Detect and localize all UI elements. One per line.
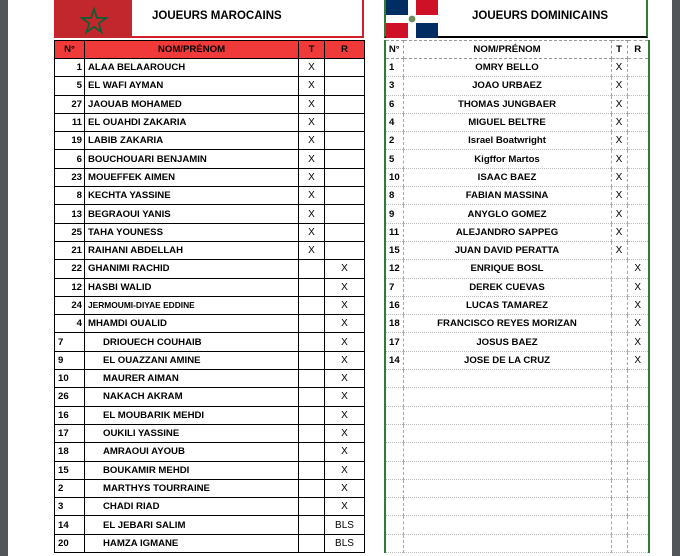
player-number: 11 — [385, 223, 403, 241]
header-t: T — [611, 41, 627, 59]
table-row — [55, 296, 365, 314]
reserve-mark: X — [325, 406, 365, 424]
moroccan-header — [54, 0, 364, 38]
reserve-mark — [627, 77, 649, 95]
header-num: N° — [385, 41, 403, 59]
reserve-mark — [325, 187, 365, 205]
starter-mark — [299, 260, 325, 278]
player-number: 20 — [55, 534, 85, 552]
table-row — [55, 534, 365, 552]
starter-mark — [299, 498, 325, 516]
player-name: JOSE DE LA CRUZ — [403, 351, 611, 369]
player-name: MOUEFFEK AIMEN — [85, 168, 299, 186]
player-number: 24 — [55, 296, 85, 314]
player-name: EL WAFI AYMAN — [85, 77, 299, 95]
reserve-mark: X — [325, 498, 365, 516]
reserve-mark: X — [325, 461, 365, 479]
reserve-mark — [627, 95, 649, 113]
table-row — [55, 516, 365, 534]
header-r: R — [325, 41, 365, 59]
table-row — [55, 315, 365, 333]
starter-mark: X — [299, 223, 325, 241]
player-number: 10 — [385, 168, 403, 186]
player-number: 10 — [55, 370, 85, 388]
reserve-mark — [325, 132, 365, 150]
table-row — [385, 424, 649, 442]
table-row — [385, 461, 649, 479]
player-number — [385, 479, 403, 497]
reserve-mark — [627, 241, 649, 259]
reserve-mark — [627, 113, 649, 131]
reserve-mark: X — [325, 315, 365, 333]
table-header-row — [385, 41, 649, 59]
player-name: OMRY BELLO — [403, 59, 611, 77]
starter-mark: X — [299, 113, 325, 131]
reserve-mark: X — [325, 479, 365, 497]
player-number: 12 — [55, 278, 85, 296]
reserve-mark: X — [325, 424, 365, 442]
starter-mark: X — [611, 113, 627, 131]
player-number: 17 — [55, 424, 85, 442]
starter-mark — [299, 516, 325, 534]
reserve-mark — [627, 388, 649, 406]
player-number — [385, 461, 403, 479]
starter-mark — [299, 278, 325, 296]
player-name: EL JEBARI SALIM — [85, 516, 299, 534]
starter-mark: X — [299, 95, 325, 113]
player-name: CHADI RIAD — [85, 498, 299, 516]
dominican-players-panel — [384, 0, 648, 366]
table-row — [385, 132, 649, 150]
player-name: BEGRAOUI YANIS — [85, 205, 299, 223]
starter-mark: X — [611, 77, 627, 95]
starter-mark: X — [299, 205, 325, 223]
player-name: ANYGLO GOMEZ — [403, 205, 611, 223]
reserve-mark — [627, 479, 649, 497]
table-row — [55, 205, 365, 223]
table-row — [55, 498, 365, 516]
table-row — [385, 296, 649, 314]
reserve-mark: X — [325, 296, 365, 314]
reserve-mark — [627, 205, 649, 223]
reserve-mark: BLS — [325, 516, 365, 534]
player-number: 18 — [55, 443, 85, 461]
document-page — [8, 0, 672, 556]
player-number — [385, 406, 403, 424]
player-number: 3 — [55, 498, 85, 516]
starter-mark — [611, 351, 627, 369]
reserve-mark: X — [325, 278, 365, 296]
player-number — [385, 443, 403, 461]
player-number: 16 — [385, 296, 403, 314]
player-number: 6 — [385, 95, 403, 113]
player-number: 13 — [55, 205, 85, 223]
player-number: 19 — [55, 132, 85, 150]
table-row — [55, 241, 365, 259]
player-number: 14 — [55, 516, 85, 534]
player-number: 3 — [385, 77, 403, 95]
moroccan-players-table — [54, 40, 365, 553]
header-t: T — [299, 41, 325, 59]
player-number: 4 — [385, 113, 403, 131]
player-number: 1 — [385, 59, 403, 77]
player-name — [403, 461, 611, 479]
reserve-mark — [627, 223, 649, 241]
player-number — [385, 424, 403, 442]
table-row — [55, 187, 365, 205]
player-number: 5 — [55, 77, 85, 95]
table-row — [385, 187, 649, 205]
player-name: BOUCHOUARI BENJAMIN — [85, 150, 299, 168]
starter-mark — [611, 315, 627, 333]
header-r: R — [627, 41, 649, 59]
table-row — [385, 443, 649, 461]
moroccan-title: JOUEURS MAROCAINS — [152, 10, 282, 22]
starter-mark: X — [299, 241, 325, 259]
starter-mark: X — [611, 205, 627, 223]
player-name: HASBI WALID — [85, 278, 299, 296]
table-row — [55, 479, 365, 497]
reserve-mark — [627, 406, 649, 424]
starter-mark — [611, 260, 627, 278]
starter-mark — [611, 296, 627, 314]
reserve-mark: X — [325, 388, 365, 406]
player-name: BOUKAMIR MEHDI — [85, 461, 299, 479]
table-row — [55, 113, 365, 131]
player-number: 15 — [385, 241, 403, 259]
player-number: 17 — [385, 333, 403, 351]
player-name — [403, 516, 611, 534]
player-number: 9 — [55, 351, 85, 369]
table-row — [55, 424, 365, 442]
player-name: MAURER AIMAN — [85, 370, 299, 388]
player-name: ALAA BELAAROUCH — [85, 59, 299, 77]
player-name: EL OUAHDI ZAKARIA — [85, 113, 299, 131]
table-row — [385, 534, 649, 552]
reserve-mark: X — [627, 296, 649, 314]
starter-mark — [611, 443, 627, 461]
reserve-mark — [627, 132, 649, 150]
table-row — [385, 516, 649, 534]
starter-mark — [611, 278, 627, 296]
dominican-header — [384, 0, 648, 38]
table-row — [385, 150, 649, 168]
starter-mark — [299, 406, 325, 424]
player-number: 14 — [385, 351, 403, 369]
reserve-mark — [627, 516, 649, 534]
reserve-mark: BLS — [325, 534, 365, 552]
table-header-row — [55, 41, 365, 59]
reserve-mark — [627, 443, 649, 461]
reserve-mark: X — [627, 278, 649, 296]
player-number: 23 — [55, 168, 85, 186]
player-number: 25 — [55, 223, 85, 241]
player-name — [403, 498, 611, 516]
starter-mark: X — [299, 187, 325, 205]
table-row — [55, 168, 365, 186]
reserve-mark: X — [627, 260, 649, 278]
player-number: 9 — [385, 205, 403, 223]
reserve-mark — [325, 77, 365, 95]
reserve-mark: X — [627, 351, 649, 369]
starter-mark: X — [299, 168, 325, 186]
table-row — [385, 95, 649, 113]
table-row — [385, 205, 649, 223]
table-row — [55, 278, 365, 296]
table-row — [55, 260, 365, 278]
player-number — [385, 516, 403, 534]
table-row — [385, 278, 649, 296]
table-row — [385, 370, 649, 388]
player-name — [403, 443, 611, 461]
player-number: 7 — [385, 278, 403, 296]
table-row — [55, 223, 365, 241]
player-number: 12 — [385, 260, 403, 278]
player-number: 15 — [55, 461, 85, 479]
player-name — [403, 406, 611, 424]
starter-mark — [611, 424, 627, 442]
starter-mark — [299, 351, 325, 369]
table-row — [385, 59, 649, 77]
player-name: LABIB ZAKARIA — [85, 132, 299, 150]
header-num: N° — [55, 41, 85, 59]
player-number: 18 — [385, 315, 403, 333]
player-number: 6 — [55, 150, 85, 168]
starter-mark — [611, 498, 627, 516]
player-name: AMRAOUI AYOUB — [85, 443, 299, 461]
table-row — [385, 168, 649, 186]
reserve-mark: X — [325, 351, 365, 369]
starter-mark: X — [299, 59, 325, 77]
dominican-title: JOUEURS DOMINICAINS — [472, 10, 609, 22]
table-row — [55, 461, 365, 479]
table-row — [385, 351, 649, 369]
dominican-flag-icon — [386, 0, 438, 38]
starter-mark — [611, 388, 627, 406]
player-name: RAIHANI ABDELLAH — [85, 241, 299, 259]
reserve-mark — [627, 424, 649, 442]
player-number: 11 — [55, 113, 85, 131]
player-name: ISAAC BAEZ — [403, 168, 611, 186]
starter-mark: X — [611, 150, 627, 168]
reserve-mark — [325, 59, 365, 77]
table-row — [385, 498, 649, 516]
player-name: TAHA YOUNESS — [85, 223, 299, 241]
player-name: JERMOUMI-DIYAE EDDINE — [85, 296, 299, 314]
reserve-mark — [627, 59, 649, 77]
starter-mark — [299, 534, 325, 552]
reserve-mark — [627, 187, 649, 205]
reserve-mark — [627, 168, 649, 186]
reserve-mark — [627, 150, 649, 168]
player-name: DEREK CUEVAS — [403, 278, 611, 296]
starter-mark — [611, 406, 627, 424]
starter-mark: X — [299, 150, 325, 168]
starter-mark — [611, 516, 627, 534]
player-number: 4 — [55, 315, 85, 333]
reserve-mark — [325, 113, 365, 131]
starter-mark — [299, 424, 325, 442]
table-row — [55, 150, 365, 168]
reserve-mark — [627, 534, 649, 552]
player-number: 26 — [55, 388, 85, 406]
moroccan-players-panel — [54, 0, 364, 549]
starter-mark — [299, 370, 325, 388]
player-name: JAOUAB MOHAMED — [85, 95, 299, 113]
player-name: EL OUAZZANI AMINE — [85, 351, 299, 369]
player-number: 16 — [55, 406, 85, 424]
player-name: MIGUEL BELTRE — [403, 113, 611, 131]
table-row — [55, 370, 365, 388]
player-name: MARTHYS TOURRAINE — [85, 479, 299, 497]
starter-mark — [299, 296, 325, 314]
player-name — [403, 388, 611, 406]
player-name: JOAO URBAEZ — [403, 77, 611, 95]
table-row — [55, 443, 365, 461]
starter-mark — [299, 479, 325, 497]
starter-mark — [611, 333, 627, 351]
player-name: LUCAS TAMAREZ — [403, 296, 611, 314]
reserve-mark — [627, 461, 649, 479]
reserve-mark — [325, 241, 365, 259]
reserve-mark: X — [627, 333, 649, 351]
reserve-mark — [325, 95, 365, 113]
table-row — [385, 77, 649, 95]
table-row — [385, 241, 649, 259]
table-row — [385, 113, 649, 131]
reserve-mark: X — [325, 333, 365, 351]
player-number: 22 — [55, 260, 85, 278]
player-name: KECHTA YASSINE — [85, 187, 299, 205]
player-name: FRANCISCO REYES MORIZAN — [403, 315, 611, 333]
player-number: 5 — [385, 150, 403, 168]
player-name: MHAMDI OUALID — [85, 315, 299, 333]
starter-mark: X — [299, 77, 325, 95]
player-name — [403, 479, 611, 497]
player-name: ALEJANDRO SAPPEG — [403, 223, 611, 241]
table-row — [55, 333, 365, 351]
table-row — [55, 388, 365, 406]
player-name: DRIOUECH COUHAIB — [85, 333, 299, 351]
reserve-mark: X — [325, 370, 365, 388]
player-name: THOMAS JUNGBAER — [403, 95, 611, 113]
player-name: JUAN DAVID PERATTA — [403, 241, 611, 259]
player-number: 7 — [55, 333, 85, 351]
player-name: Kigffor Martos — [403, 150, 611, 168]
starter-mark — [299, 333, 325, 351]
starter-mark — [611, 534, 627, 552]
table-row — [55, 351, 365, 369]
reserve-mark — [627, 370, 649, 388]
moroccan-table-body — [55, 59, 365, 553]
table-row — [385, 223, 649, 241]
player-name: GHANIMI RACHID — [85, 260, 299, 278]
header-name: NOM/PRÉNOM — [403, 41, 611, 59]
player-number — [385, 388, 403, 406]
player-number: 8 — [385, 187, 403, 205]
morocco-flag-icon — [56, 0, 132, 38]
starter-mark — [611, 479, 627, 497]
table-row — [385, 406, 649, 424]
table-row — [55, 132, 365, 150]
starter-mark — [299, 443, 325, 461]
table-row — [385, 315, 649, 333]
player-number — [385, 370, 403, 388]
reserve-mark: X — [627, 315, 649, 333]
player-name — [403, 534, 611, 552]
starter-mark — [299, 315, 325, 333]
starter-mark: X — [611, 168, 627, 186]
reserve-mark — [627, 498, 649, 516]
starter-mark: X — [611, 187, 627, 205]
reserve-mark: X — [325, 260, 365, 278]
table-row — [55, 77, 365, 95]
player-name: ENRIQUE BOSL — [403, 260, 611, 278]
player-name — [403, 370, 611, 388]
reserve-mark — [325, 168, 365, 186]
player-name: HAMZA IGMANE — [85, 534, 299, 552]
player-name: OUKILI YASSINE — [85, 424, 299, 442]
player-number: 8 — [55, 187, 85, 205]
reserve-mark: X — [325, 443, 365, 461]
starter-mark: X — [611, 132, 627, 150]
table-row — [385, 260, 649, 278]
header-name: NOM/PRÉNOM — [85, 41, 299, 59]
starter-mark — [299, 461, 325, 479]
dominican-table-body — [385, 59, 649, 553]
table-row — [385, 333, 649, 351]
player-number: 2 — [385, 132, 403, 150]
player-number: 21 — [55, 241, 85, 259]
player-name — [403, 424, 611, 442]
player-number: 27 — [55, 95, 85, 113]
player-number — [385, 534, 403, 552]
table-row — [385, 479, 649, 497]
starter-mark: X — [611, 223, 627, 241]
starter-mark: X — [611, 95, 627, 113]
starter-mark: X — [299, 132, 325, 150]
starter-mark — [611, 461, 627, 479]
table-row — [55, 59, 365, 77]
player-name: JOSUS BAEZ — [403, 333, 611, 351]
player-number: 2 — [55, 479, 85, 497]
table-row — [55, 406, 365, 424]
reserve-mark — [325, 150, 365, 168]
player-name: NAKACH AKRAM — [85, 388, 299, 406]
player-name: FABIAN MASSINA — [403, 187, 611, 205]
player-number: 1 — [55, 59, 85, 77]
reserve-mark — [325, 223, 365, 241]
starter-mark — [611, 370, 627, 388]
starter-mark: X — [611, 59, 627, 77]
starter-mark: X — [611, 241, 627, 259]
table-row — [385, 388, 649, 406]
player-number — [385, 498, 403, 516]
player-name: EL MOUBARIK MEHDI — [85, 406, 299, 424]
starter-mark — [299, 388, 325, 406]
reserve-mark — [325, 205, 365, 223]
dominican-players-table — [384, 40, 650, 553]
table-row — [55, 95, 365, 113]
player-name: Israel Boatwright — [403, 132, 611, 150]
